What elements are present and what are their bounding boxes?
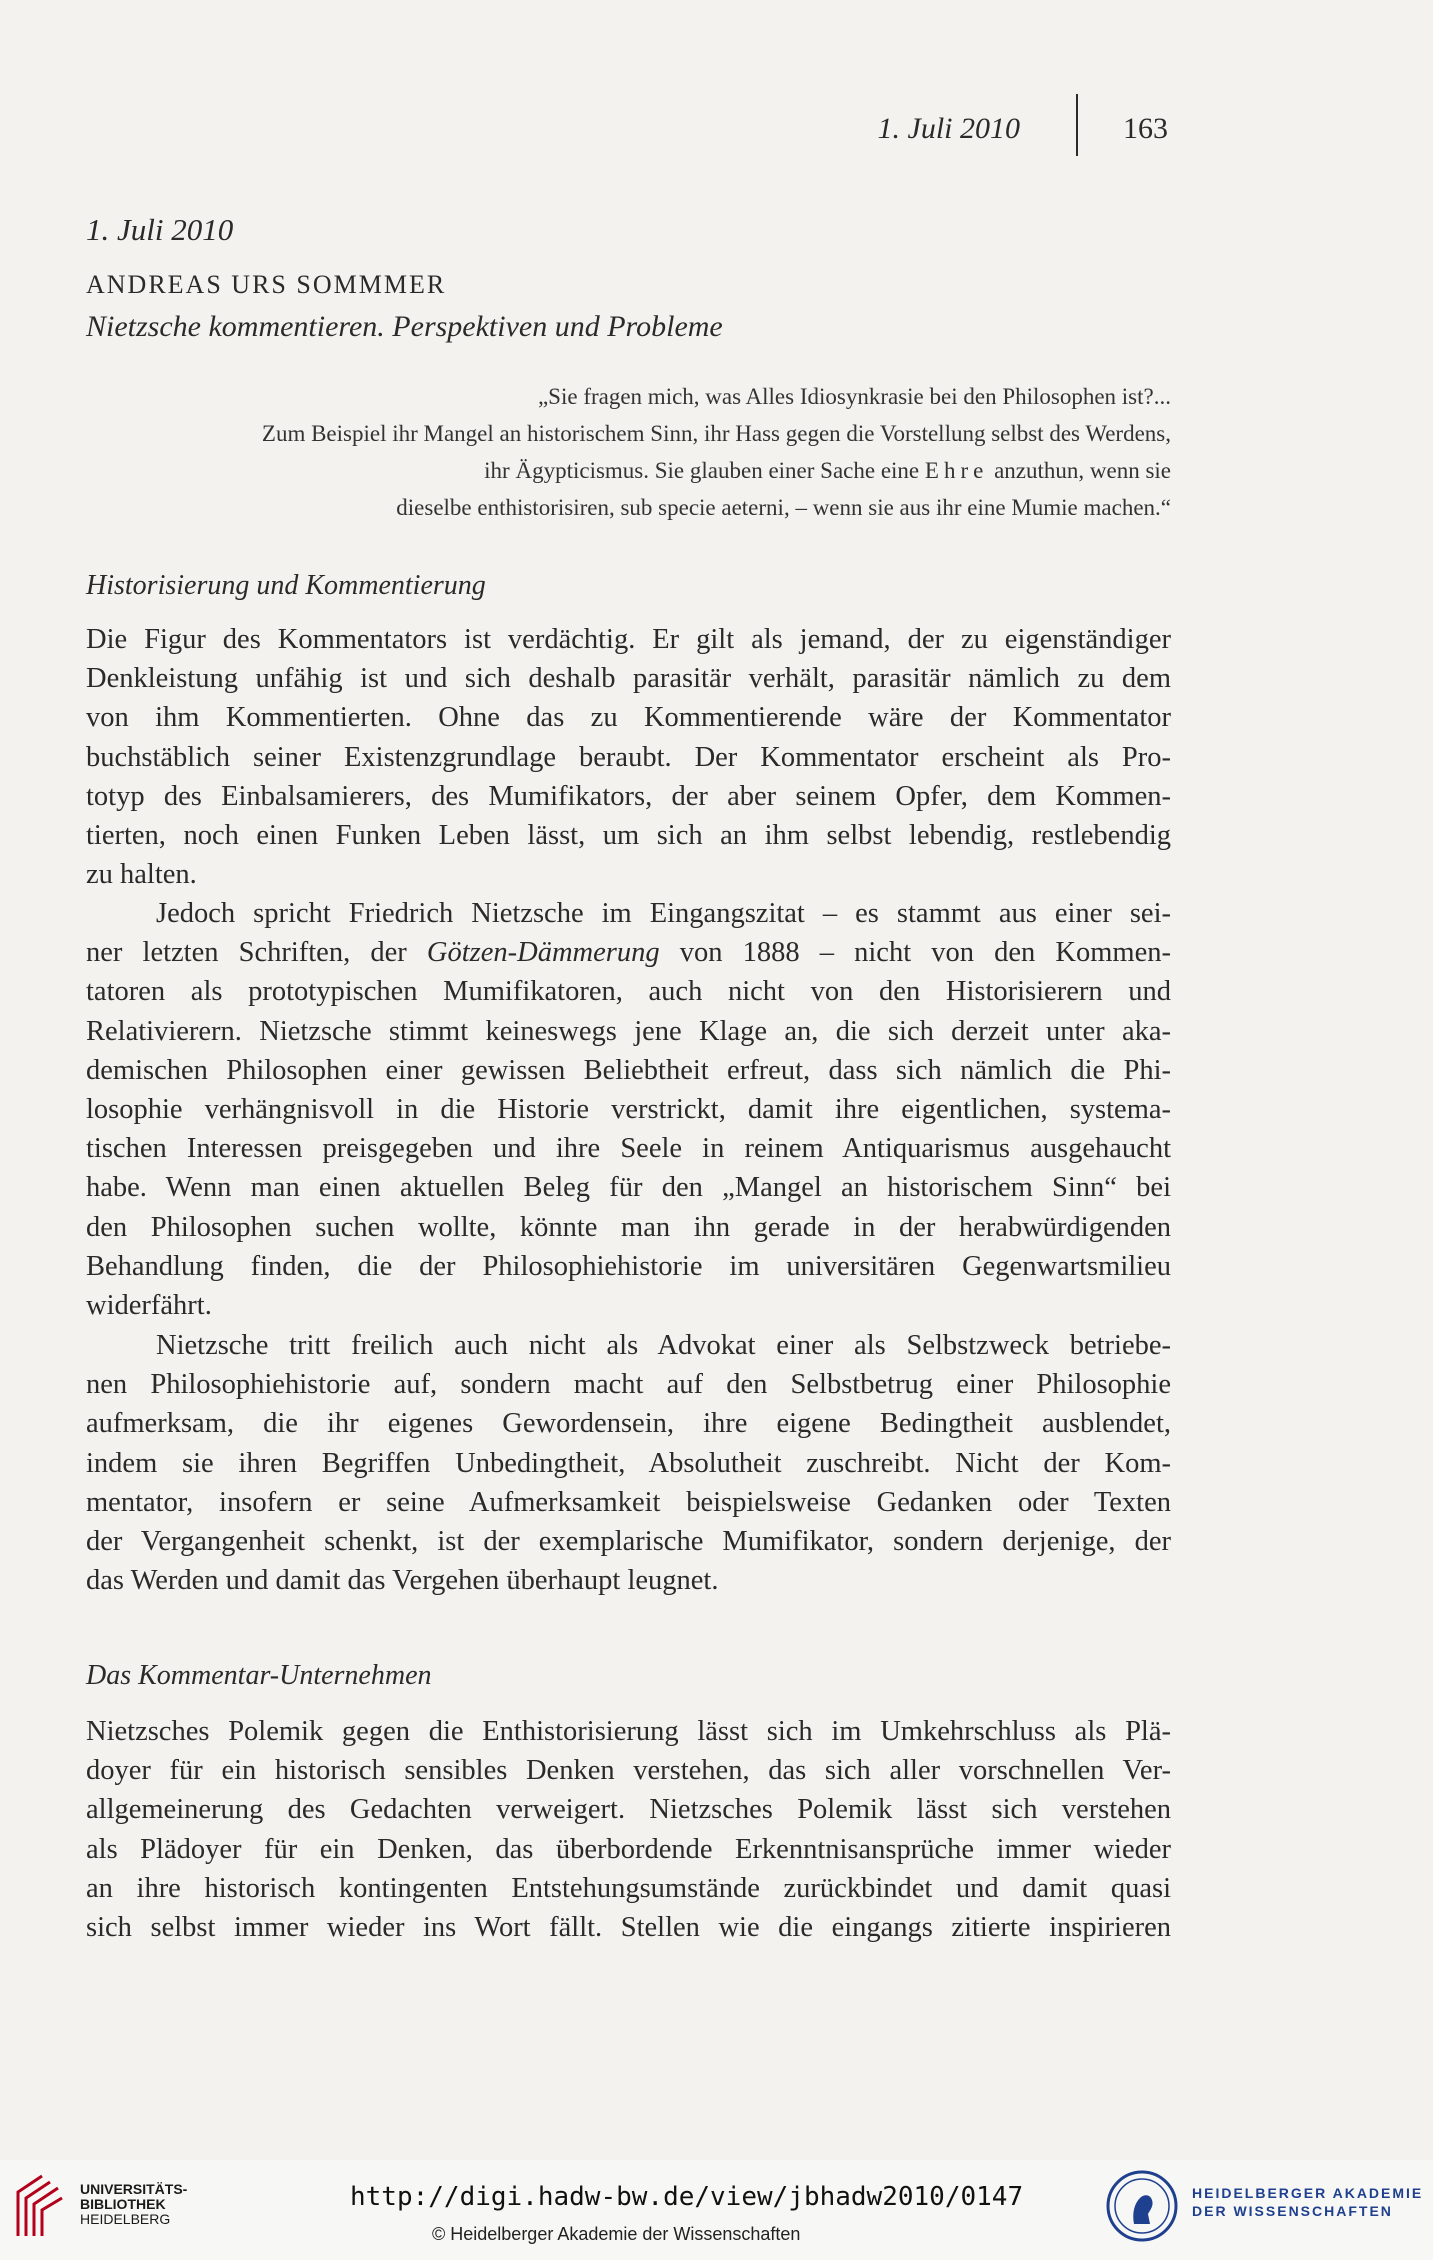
paragraph — [86, 894, 1171, 1325]
text-line: Relativierern. Nietzsche stimmt keineswegs jene Klage an, die sich derzeit unter aka- — [86, 1015, 1171, 1047]
work-title: Götzen-Dämmerung — [426, 937, 660, 969]
text-line: demischen Philosophen einer gewissen Beliebtheit erfreut, dass sich nämlich die Phi- — [86, 1054, 1171, 1086]
section-heading: Das Kommentar-Unternehmen — [86, 1660, 432, 1691]
text-line: tierten, noch einen Funken Leben lässt, um sich an ihm selbst lebendig, restlebendig — [86, 820, 1171, 852]
text-line: Die Figur des Kommentators ist verdächtig. Er gilt als jemand, der zu eigenständiger — [86, 624, 1171, 655]
library-name-line: HEIDELBERG — [80, 2211, 171, 2227]
text-line: von ihm Kommentierten. Ohne das zu Kommentierende wäre der Kommentator — [86, 702, 1171, 734]
academy-seal-icon — [1104, 2168, 1180, 2244]
text-line: der Vergangenheit schenkt, ist der exemplarische Mumifikator, sondern derjenige, der — [86, 1526, 1171, 1558]
text-line: nen Philosophiehistorie auf, sondern macht auf den Selbstbetrug einer Philosophie — [86, 1369, 1171, 1401]
running-header-title: 1. Juli 2010 — [877, 112, 1020, 145]
text-line — [86, 933, 1171, 972]
text-line: das Werden und damit das Vergehen überhaupt leugnet. — [86, 1565, 719, 1597]
text-line: habe. Wenn man einen aktuellen Beleg für den „Mangel an historischem Sinn“ bei — [86, 1172, 1171, 1204]
text-line: aufmerksam, die ihr eigenes Gewordensein, ihre eigene Bedingtheit ausblendet, — [86, 1408, 1171, 1440]
section-heading: Historisierung und Kommentierung — [86, 570, 486, 601]
text-line: totyp des Einbalsamierers, des Mumifikators, der aber seinem Opfer, dem Kommen- — [86, 780, 1171, 812]
text-line: Denkleistung unfähig ist und sich deshalb parasitär verhält, parasitär nämlich zu dem — [86, 663, 1171, 695]
text-line: indem sie ihren Begriffen Unbedingtheit, Absolutheit zuschreibt. Nicht der Kom- — [86, 1447, 1171, 1479]
paragraph — [86, 620, 1171, 894]
text-line: sich selbst immer wieder ins Wort fällt. Stellen wie die eingangs zitierte inspirieren — [86, 1912, 1171, 1944]
text-line: buchstäblich seiner Existenzgrundlage beraubt. Der Kommentator erscheint als Pro- — [86, 741, 1171, 773]
text-run: von 1888 – nicht von den Kommen- — [659, 937, 1171, 969]
text-run: ner letzten Schriften, der — [86, 937, 427, 969]
epigraph-quote — [71, 378, 1171, 526]
text-line: widerfährt. — [86, 1290, 212, 1322]
copyright-notice: © Heidelberger Akademie der Wissenschaften — [432, 2224, 801, 2244]
academy-name — [1192, 2184, 1423, 2220]
text-line: Nietzsche tritt freilich auch nicht als Advokat einer als Selbstzweck betriebe- — [156, 1330, 1171, 1361]
text-line: doyer für ein historisch sensibles Denken verstehen, das sich aller vorschnellen Ver- — [86, 1755, 1171, 1787]
epigraph-spaced-word: Ehre — [924, 458, 989, 483]
text-line: zu halten. — [86, 859, 197, 891]
library-name-line: UNIVERSITÄTS- — [80, 2181, 188, 2197]
epigraph-line: „Sie fragen mich, was Alles Idiosynkrasie bei den Philosophen ist?... — [537, 384, 1171, 409]
author-name: ANDREAS URS SOMMMER — [86, 270, 447, 299]
running-header-divider — [1076, 94, 1078, 156]
text-line: tischen Interessen preisgegeben und ihre Seele in reinem Antiquarismus ausgehaucht — [86, 1133, 1171, 1165]
paragraph — [86, 1712, 1171, 1947]
epigraph-text: anzuthun, wenn sie — [988, 458, 1171, 483]
text-line: den Philosophen suchen wollte, könnte man ihn gerade in der herabwürdigenden — [86, 1211, 1171, 1243]
text-line: mentator, insofern er seine Aufmerksamkeit beispielsweise Gedanken oder Texten — [86, 1486, 1171, 1518]
source-url-link[interactable]: http://digi.hadw-bw.de/view/jbhadw2010/0147 — [350, 2182, 1024, 2212]
academy-name-line: DER WISSENSCHAFTEN — [1192, 2203, 1393, 2219]
digitization-footer — [0, 2160, 1433, 2260]
text-line: losophie verhängnisvoll in die Historie verstrickt, damit ihre eigentlichen, systema- — [86, 1094, 1171, 1126]
epigraph-line — [71, 452, 1171, 489]
text-line: tatoren als prototypischen Mumifikatoren, auch nicht von den Historisierern und — [86, 976, 1171, 1008]
epigraph-text: ihr Ägypticismus. Sie glauben einer Sache eine — [484, 458, 925, 483]
paragraph — [86, 1326, 1171, 1600]
running-header — [860, 112, 1170, 162]
text-line: als Plädoyer für ein Denken, das überbordende Erkenntnisansprüche immer wieder — [86, 1833, 1171, 1865]
library-logo-icon — [12, 2170, 66, 2240]
library-name — [80, 2182, 187, 2227]
academy-name-line: HEIDELBERGER AKADEMIE — [1192, 2185, 1424, 2201]
page-number: 163 — [1123, 112, 1168, 145]
epigraph-line: dieselbe enthistorisiren, sub specie aeterni, – wenn sie aus ihr eine Mumie machen.“ — [396, 495, 1171, 520]
entry-date: 1. Juli 2010 — [86, 212, 234, 247]
library-name-line: BIBLIOTHEK — [80, 2196, 166, 2212]
article-title: Nietzsche kommentieren. Perspektiven und Probleme — [86, 310, 723, 343]
text-line: Behandlung finden, die der Philosophiehistorie im universitären Gegenwartsmilieu — [86, 1250, 1171, 1282]
text-line: Jedoch spricht Friedrich Nietzsche im Eingangszitat – es stammt aus einer sei- — [156, 898, 1171, 929]
text-line: allgemeinerung des Gedachten verweigert. Nietzsches Polemik lässt sich verstehen — [86, 1794, 1171, 1826]
text-line: Nietzsches Polemik gegen die Enthistorisierung lässt sich im Umkehrschluss als Plä- — [86, 1716, 1171, 1747]
epigraph-line: Zum Beispiel ihr Mangel an historischem Sinn, ihr Hass gegen die Vorstellung selbst des Werdens, — [261, 421, 1171, 446]
text-line: an ihre historisch kontingenten Entstehungsumstände zurückbindet und damit quasi — [86, 1872, 1171, 1904]
